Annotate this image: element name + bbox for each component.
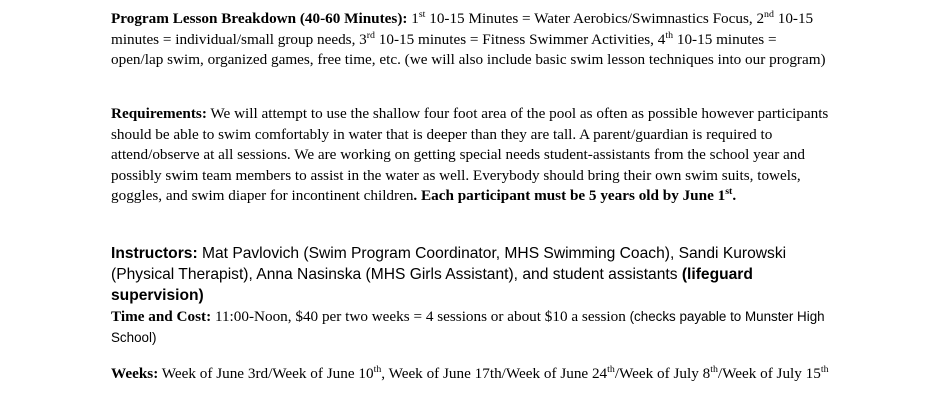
time-cost-paragraph [111, 307, 831, 348]
segment-2-text: 10-15 minutes = individual/small group needs, [111, 10, 814, 48]
ordinal-3-suffix: rd [366, 29, 375, 41]
age-requirement-end: . [732, 187, 737, 204]
weeks-sup-a: th [373, 363, 382, 375]
supervision-note: (lifeguard supervision) [111, 266, 753, 304]
instructors-paragraph [111, 243, 831, 306]
ordinal-3: 3 [359, 30, 367, 48]
ordinal-1: 1 [411, 10, 419, 27]
ordinal-4: 4 [657, 30, 666, 48]
program-label: Program Lesson Breakdown (40-60 Minutes): [111, 10, 408, 27]
weeks-label: Weeks: [111, 365, 159, 382]
requirements-period: . [413, 187, 418, 204]
requirements-text: We will attempt to use the shallow four foot area of the pool as often as possible however participants should be able to swim comfortably in water that is deeper than they are tall. A parent/guardian is required to attend/observe at all sessions. We are working on getting special needs student-assistants from the school year and possibly swim team members to assist in the water as well. Everybody should bring their own swim suits, towels, goggles, and swim diaper for incontinent children [111, 105, 829, 204]
ordinal-4-suffix: th [665, 29, 674, 41]
ordinal-1-suffix: st [418, 8, 426, 20]
requirements-paragraph [111, 104, 831, 207]
requirements-label: Requirements: [111, 105, 207, 122]
weeks-sup-b: th [607, 363, 615, 375]
weeks-part-a: Week of June 3rd/Week of June 10 [158, 365, 374, 382]
weeks-paragraph [111, 364, 831, 385]
age-requirement [417, 187, 736, 204]
checks-payable-note: (checks payable to Munster High School) [111, 309, 825, 345]
weeks-part-d: /Week of July 15 [717, 365, 821, 382]
instructors-text: Mat Pavlovich (Swim Program Coordinator, MHS Swimming Coach), Sandi Kurowski (Physical Therapist), Anna Nasinska (MHS Girls Assistant), and student assistants [111, 245, 787, 283]
weeks-sup-d: th [820, 363, 829, 375]
segment-1-text: 10-15 Minutes = Water Aerobics/Swimnastics Focus, [425, 10, 757, 27]
segment-3-text: 10-15 minutes = Fitness Swimmer Activities, [375, 30, 658, 48]
age-requirement-suffix: st [725, 185, 733, 197]
program-breakdown-paragraph [111, 9, 831, 71]
weeks-sup-c: th [710, 363, 718, 375]
time-cost-text: 11:00-Noon, $40 per two weeks = 4 sessions or about $10 a session [211, 308, 630, 325]
instructors-label: Instructors: [111, 245, 198, 262]
segment-4-text: 10-15 minutes = open/lap swim, organized games, free time, etc. (we will also include basic swim lesson techniques into our program) [111, 30, 826, 68]
weeks-part-c: /Week of July 8 [614, 365, 711, 382]
age-requirement-text: Each participant must be 5 years old by June 1 [417, 187, 726, 204]
time-cost-label: Time and Cost: [111, 308, 212, 325]
ordinal-2: 2 [756, 10, 765, 27]
weeks-part-b: , Week of June 17th/Week of June 24 [381, 365, 608, 382]
ordinal-2-suffix: nd [764, 8, 774, 20]
